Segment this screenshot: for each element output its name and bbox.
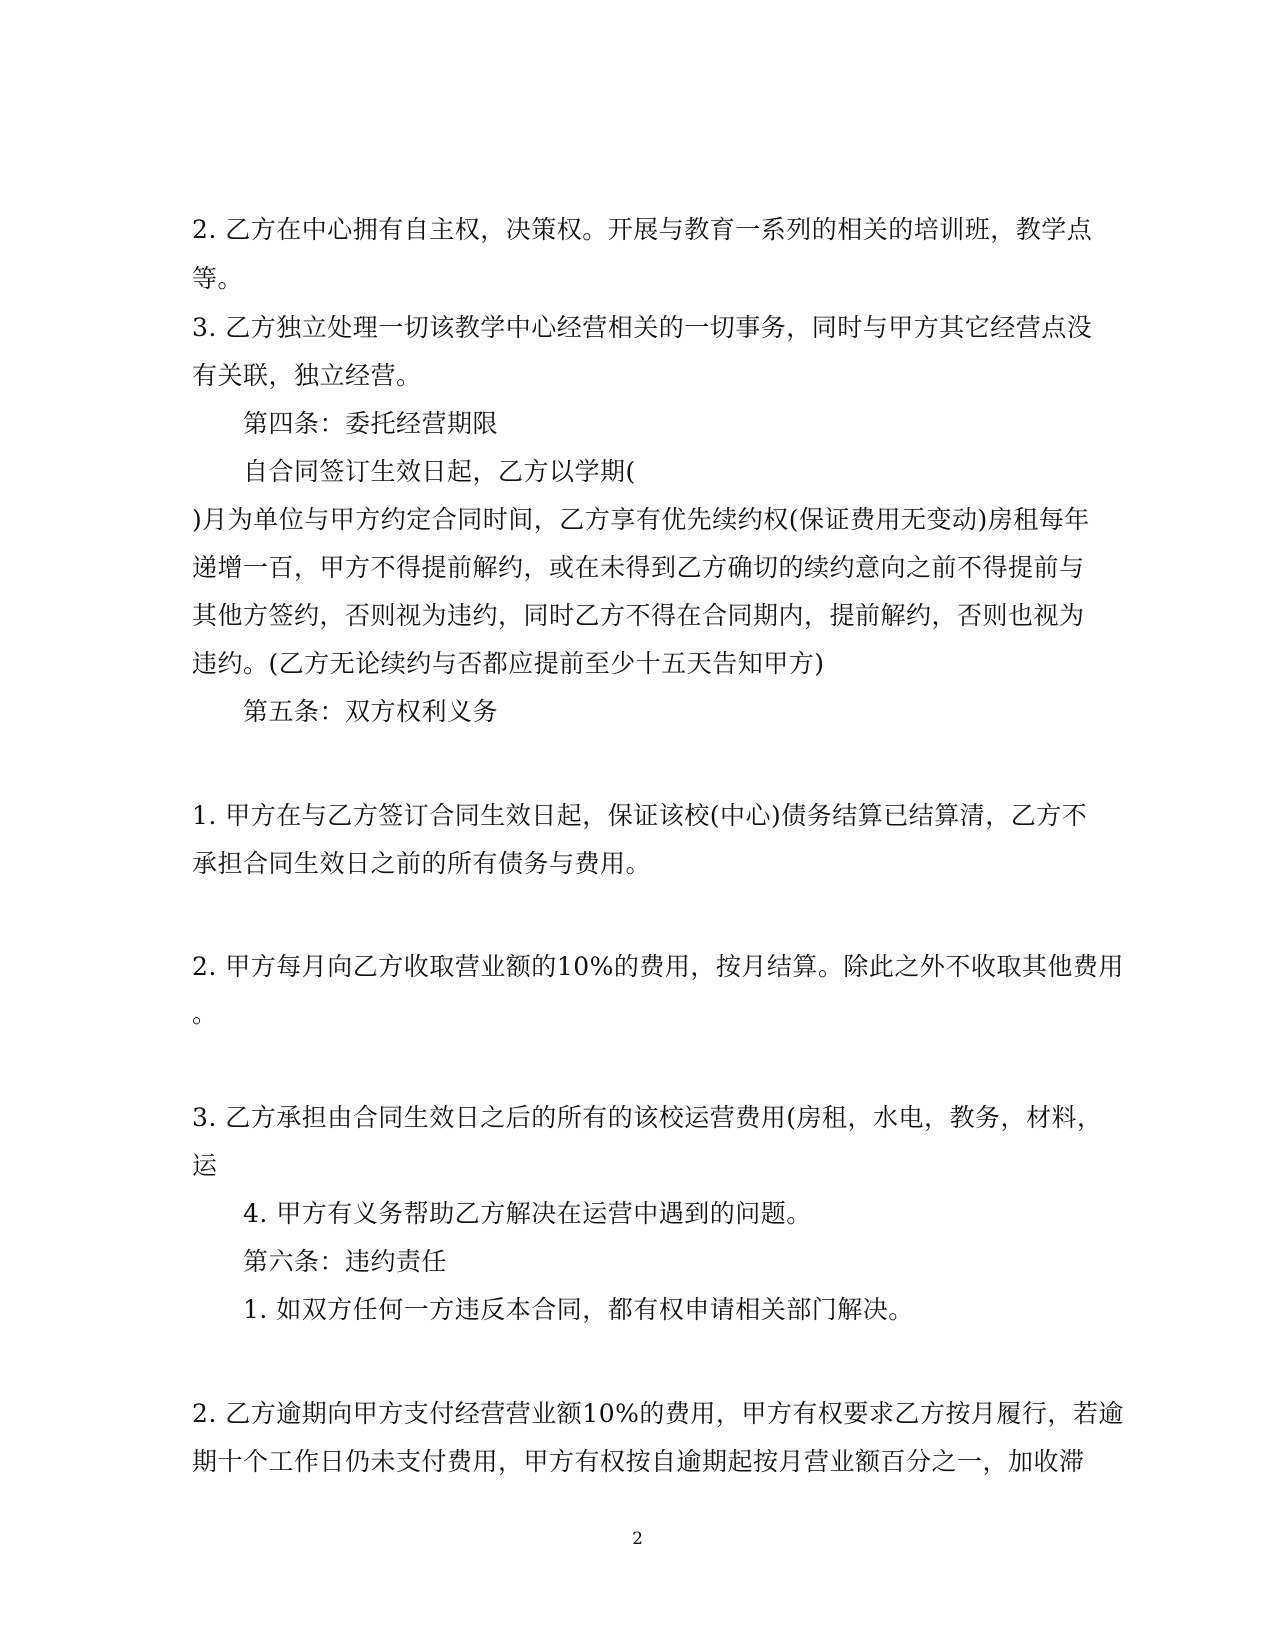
section-heading: 第六条：违约责任 xyxy=(243,1247,448,1276)
text-line: 2. 乙方在中心拥有自主权，决策权。开展与教育一系列的相关的培训班，教学点 xyxy=(192,215,1093,244)
text-line: 2. 甲方每月向乙方收取营业额的10%的费用，按月结算。除此之外不收取其他费用 xyxy=(192,952,1124,981)
text-line: )月为单位与甲方约定合同时间，乙方享有优先续约权(保证费用无变动)房租每年 xyxy=(192,505,1090,534)
text-line: 1. 如双方任何一方违反本合同，都有权申请相关部门解决。 xyxy=(243,1295,914,1324)
text-line: 3. 乙方独立处理一切该教学中心经营相关的一切事务，同时与甲方其它经营点没 xyxy=(192,313,1093,342)
text-line: 运 xyxy=(192,1151,218,1180)
text-line: 递增一百，甲方不得提前解约，或在未得到乙方确切的续约意向之前不得提前与 xyxy=(192,553,1085,582)
page-number: 2 xyxy=(632,1529,643,1549)
text-line: 违约。(乙方无论续约与否都应提前至少十五天告知甲方) xyxy=(192,649,825,678)
text-line: 3. 乙方承担由合同生效日之后的所有的该校运营费用(房租，水电，教务，材料， xyxy=(192,1103,1103,1132)
text-line: 期十个工作日仍未支付费用，甲方有权按自逾期起按月营业额百分之一，加收滞 xyxy=(192,1447,1085,1476)
text-line: 其他方签约，否则视为违约，同时乙方不得在合同期内，提前解约，否则也视为 xyxy=(192,601,1085,630)
text-line: 2. 乙方逾期向甲方支付经营营业额10%的费用，甲方有权要求乙方按月履行，若逾 xyxy=(192,1399,1124,1428)
text-line: 有关联，独立经营。 xyxy=(192,361,422,390)
section-heading: 第四条：委托经营期限 xyxy=(243,409,499,438)
text-line: 自合同签订生效日起，乙方以学期( xyxy=(243,457,636,486)
text-line: 4. 甲方有义务帮助乙方解决在运营中遇到的问题。 xyxy=(243,1199,812,1228)
text-line: 承担合同生效日之前的所有债务与费用。 xyxy=(192,849,652,878)
section-heading: 第五条：双方权利义务 xyxy=(243,697,499,726)
text-line: 。 xyxy=(192,999,218,1028)
text-line: 1. 甲方在与乙方签订合同生效日起，保证该校(中心)债务结算已结算清，乙方不 xyxy=(192,801,1088,830)
text-line: 等。 xyxy=(192,264,244,293)
